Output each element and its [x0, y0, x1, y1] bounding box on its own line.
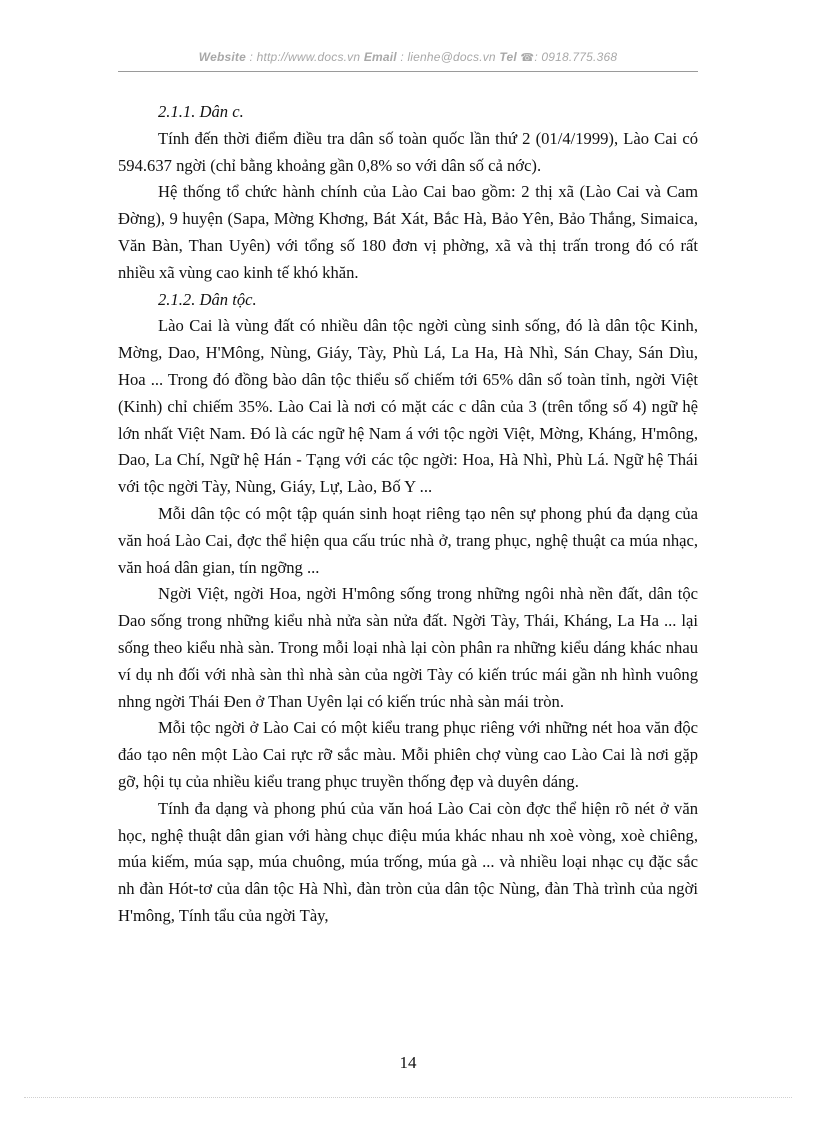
paragraph-housing: Ngời Việt, ngời Hoa, ngời H'mông sống trong những ngôi nhà nền đất, dân tộc Dao sống trong những kiểu nhà nửa sàn nửa đất. Ngời Tày, Thái, Kháng, La Ha ... lại sống theo kiểu nhà sàn. Trong mỗi loại nhà lại còn phân ra những kiểu dáng khác nhau ví dụ nh đối với nhà sàn thì nhà sàn của ngời Tày có kiến trúc mái gần nh hình vuông nhng ngời Thái Đen ở Than Uyên lại có kiến trúc nhà sàn mái tròn.	[118, 584, 698, 711]
page-number: 14	[399, 1053, 417, 1072]
document-body	[118, 99, 698, 930]
page-header	[0, 50, 816, 64]
phone-number: : 0918.775.368	[534, 50, 618, 64]
header-divider	[118, 71, 698, 72]
paragraph-customs: Mỗi dân tộc có một tập quán sinh hoạt riêng tạo nên sự phong phú đa dạng của văn hoá Lào Cai, đợc thể hiện qua cấu trúc nhà ở, trang phục, nghệ thuật ca múa nhạc, văn hoá dân gian, tín ngỡng ...	[118, 503, 698, 577]
bottom-dotted-line	[24, 1097, 792, 1098]
phone-icon: ☎	[520, 52, 535, 64]
paragraph-population: Tính đến thời điểm điều tra dân số toàn quốc lần thứ 2 (01/4/1999), Lào Cai có 594.637 ngời (chỉ bằng khoảng gần 0,8% so với dân số cả nớc).	[118, 128, 698, 175]
tel-label: Tel	[499, 50, 517, 64]
website-label: Website	[198, 50, 246, 64]
paragraph-administration: Hệ thống tổ chức hành chính của Lào Cai bao gồm: 2 thị xã (Lào Cai và Cam Đờng), 9 huyện (Sapa, Mờng Khơng, Bát Xát, Bắc Hà, Bảo Yên, Bảo Thắng, Simaica, Văn Bàn, Than Uyên) với tổng số 180 đơn vị phờng, xã và thị trấn trong đó có rất nhiều xã vùng cao kinh tế khó khăn.	[118, 182, 698, 282]
paragraph-ethnic-groups: Lào Cai là vùng đất có nhiều dân tộc ngời cùng sinh sống, đó là dân tộc Kinh, Mờng, Dao, H'Mông, Nùng, Giáy, Tày, Phù Lá, La Ha, Hà Nhì, Sán Chay, Sán Dìu, Hoa ... Trong đó đồng bào dân tộc thiểu số chiếm tới 65% dân số toàn tỉnh, ngời Việt (Kinh) chỉ chiếm 35%. Lào Cai là nơi có mặt các c dân của 3 (trên tổng số 4) ngữ hệ lớn nhất Việt Nam. Đó là các ngữ hệ Nam á với tộc ngời Việt, Mờng, Kháng, H'mông, Dao, La Chí, Ngữ hệ Hán - Tạng với các tộc ngời: Hoa, Hà Nhì, Phù Lá. Ngữ hệ Thái với tộc ngời Tày, Nùng, Giáy, Lự, Lào, Bố Y ...	[118, 316, 698, 497]
paragraph-costumes: Mỗi tộc ngời ở Lào Cai có một kiểu trang phục riêng với những nét hoa văn độc đáo tạo nên một Lào Cai rực rỡ sắc màu. Mỗi phiên chợ vùng cao Lào Cai là nơi gặp gỡ, hội tụ của nhiều kiểu trang phục truyền thống đẹp và duyên dáng.	[118, 718, 698, 791]
paragraph-folk-arts: Tính đa dạng và phong phú của văn hoá Lào Cai còn đợc thể hiện rõ nét ở văn học, nghệ thuật dân gian với hàng chục điệu múa khác nhau nh xoè vòng, xoè chiêng, múa kiếm, múa sạp, múa chuông, múa trống, múa gà ... và nhiều loại nhạc cụ đặc sắc nh đàn Hót-tơ của dân tộc Hà Nhì, đàn tròn của dân tộc Nùng, đàn Thà trình của ngời H'mông, Tính tẩu của ngời Tày,	[118, 798, 698, 925]
website-url: : http://www.docs.vn	[249, 50, 361, 64]
email-address: : lienhe@docs.vn	[400, 50, 496, 64]
section-heading-dan-cu: 2.1.1. Dân c.	[158, 102, 244, 121]
email-label: Email	[363, 50, 397, 64]
section-heading-dan-toc: 2.1.2. Dân tộc.	[158, 289, 257, 309]
